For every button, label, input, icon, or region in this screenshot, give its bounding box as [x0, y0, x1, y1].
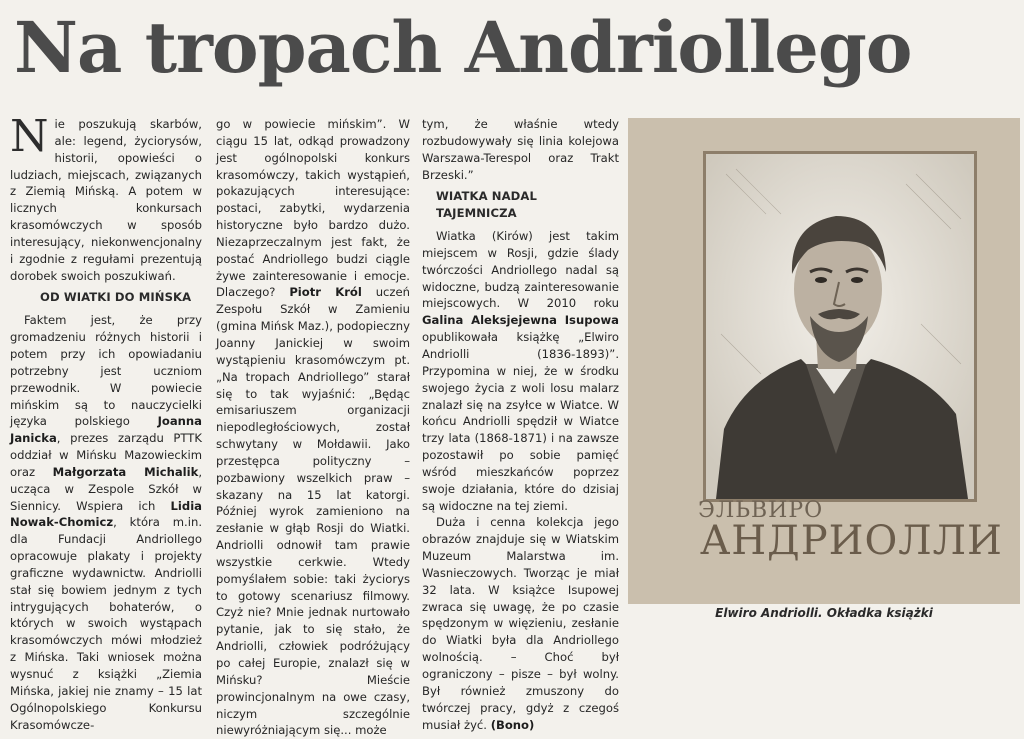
- paragraph: [422, 514, 619, 733]
- portrait-frame: [703, 151, 977, 502]
- paragraph: [10, 312, 202, 733]
- person-name: Galina Aleksjejewna Isupowa: [422, 313, 619, 328]
- paragraph-text: tym, że właśnie wtedy rozbudowywały się linia kolejowa Warszawa-Terespol oraz Trakt Brzeski.”: [422, 117, 619, 182]
- intro-text: ie poszukują skarbów, ale: legend, życiorysów, historii, opowieści o ludziach, miejscach, związanych z Ziemią Mińską. A potem w licznych konkursach krasomówczych w sposób interesujący, niekonwencjonalny i zgodnie z regułami prezentują dorobek swoich poszukiwań.: [10, 117, 202, 283]
- paragraph-text: go w powiecie mińskim”. W ciągu 15 lat, odkąd prowadzony jest ogólnopolski konkurs krasomówczy, takich wystąpień, pokazujących interesujące: postaci, zabytki, wydarzenia historyczne było bardzo dużo. Niezaprzeczalnym jest fakt, że postać Andriollego budzi ciągle żywe zainteresowanie i emocje. Dlaczego?: [216, 117, 410, 300]
- book-cover-image: [628, 118, 1020, 604]
- paragraph: [422, 228, 619, 514]
- paragraph-text: Wiatka (Kirów) jest takim miejscem w Rosji, gdzie ślady twórczości Andriollego nadal są widoczne, budzą zainteresowanie miejscowych. W 2010 roku: [422, 229, 619, 311]
- drop-cap: N: [10, 111, 49, 162]
- article-column-2: [216, 116, 410, 739]
- article-column-1: [10, 111, 202, 733]
- cover-title-line-2: АНДРИОЛЛИ: [700, 518, 1003, 564]
- author-signature: (Bono): [490, 717, 535, 732]
- paragraph: [216, 116, 410, 739]
- paragraph-text: , która m.in. dla Fundacji Andriollego opracowuje plakaty i projekty graficzne wydawnictw. Andriolli stał się bowiem jednym z tych intrygujących bohaterów, o których w swoich wystąpach krasomówczych mówi młodzież z Mińska. Taki wniosek można wysnuć z książki „Ziemia Mińska, jakiej nie znamy – 15 lat Ogólnopolskiego Konkursu Krasomówcze-: [10, 515, 202, 732]
- cover-title-line-1: ЭЛЬВИРО: [698, 498, 824, 523]
- section-heading-wiatka: WIATKA NADAL TAJEMNICZA: [436, 189, 537, 221]
- paragraph-text: opublikowała książkę „Elwiro Andriolli (1836-1893)”. Przypomina w niej, że w środku swojego życia z woli losu malarz znalazł się na zsyłce w Wiatce. W końcu Andriolli spędził w Wiatce trzy lata (1868-1871) i na zawsze pozostawił po sobie pamięć wśród mieszkańców poprzez swoje działania, które do dzisiaj są widoczne na tej ziemi.: [422, 330, 619, 513]
- paragraph-text: , prezes zarządu PTTK oddział w Mińsku Mazowieckim oraz: [10, 431, 202, 479]
- paragraph-text: Faktem jest, że przy gromadzeniu różnych historii i potem przy ich opowiadaniu potrzebny jest uczniom przewodnik. W powiecie mińskim są to nauczycielki języka polskiego: [10, 313, 202, 429]
- paragraph-text: Duża i cenna kolekcja jego obrazów znajduje się w Wiatskim Muzeum Malarstwa im. Wasnieczowych. Tworząc je miał 32 lata. W książce Isupowej zwraca się uwagę, że po czasie spędzonym w więzieniu, zesłanie do Wiatki była dla Andriollego wolnością. – Choć był ograniczony – pisze – był wolny. Był również zmuszony do twórczej pracy, gdyż z czegoś musiał żyć.: [422, 515, 619, 732]
- paragraph-text: , ucząca w Zespole Szkół w Siennicy. Wspiera ich: [10, 464, 202, 513]
- article-column-3: [422, 116, 619, 733]
- person-name: Małgorzata Michalik: [52, 464, 199, 479]
- paragraph: [422, 116, 619, 183]
- person-name: Joanna Janicka: [10, 414, 202, 446]
- portrait-illustration: [706, 154, 974, 499]
- paragraph-text: uczeń Zespołu Szkół w Zamieniu (gmina Mińsk Maz.), podopieczny Joanny Janickiej w swoim wystąpieniu krasomówczym pt. „Na tropach Andriollego” starał się to tak wyjaśnić: „Będąc emisariuszem organizacji niepodległościowych, został schwytany w Mołdawii. Jako przestępca polityczny – pozbawiony wszelkich praw – skazany na 15 lat katorgi. Później wyrok zamieniono na zesłanie w głąb Rosji do Wiatki. Andriolli odnowił tam prawie wszystkie cerkwie. Wtedy pomyślałem sobie: taki życiorys to gotowy scenariusz filmowy. Czyż nie? Mnie jednak nurtowało pytanie, jak to się stało, że Andriolli, człowiek podróżujący po całej Europie, znalazł się w Mińsku? Mieście prowincjonalnym na owe czasy, niczym szczególnie niewyróżniającym się... może: [216, 285, 411, 738]
- person-name: Lidia Nowak-Chomicz: [10, 498, 202, 530]
- person-name: Piotr Król: [289, 285, 362, 300]
- headline: Na tropach Andriollego: [14, 6, 912, 89]
- intro-paragraph: [10, 111, 202, 284]
- section-heading-od-wiatki: OD WIATKI DO MIŃSKA: [40, 290, 192, 305]
- image-caption: Elwiro Andriolli. Okładka książki: [715, 606, 933, 620]
